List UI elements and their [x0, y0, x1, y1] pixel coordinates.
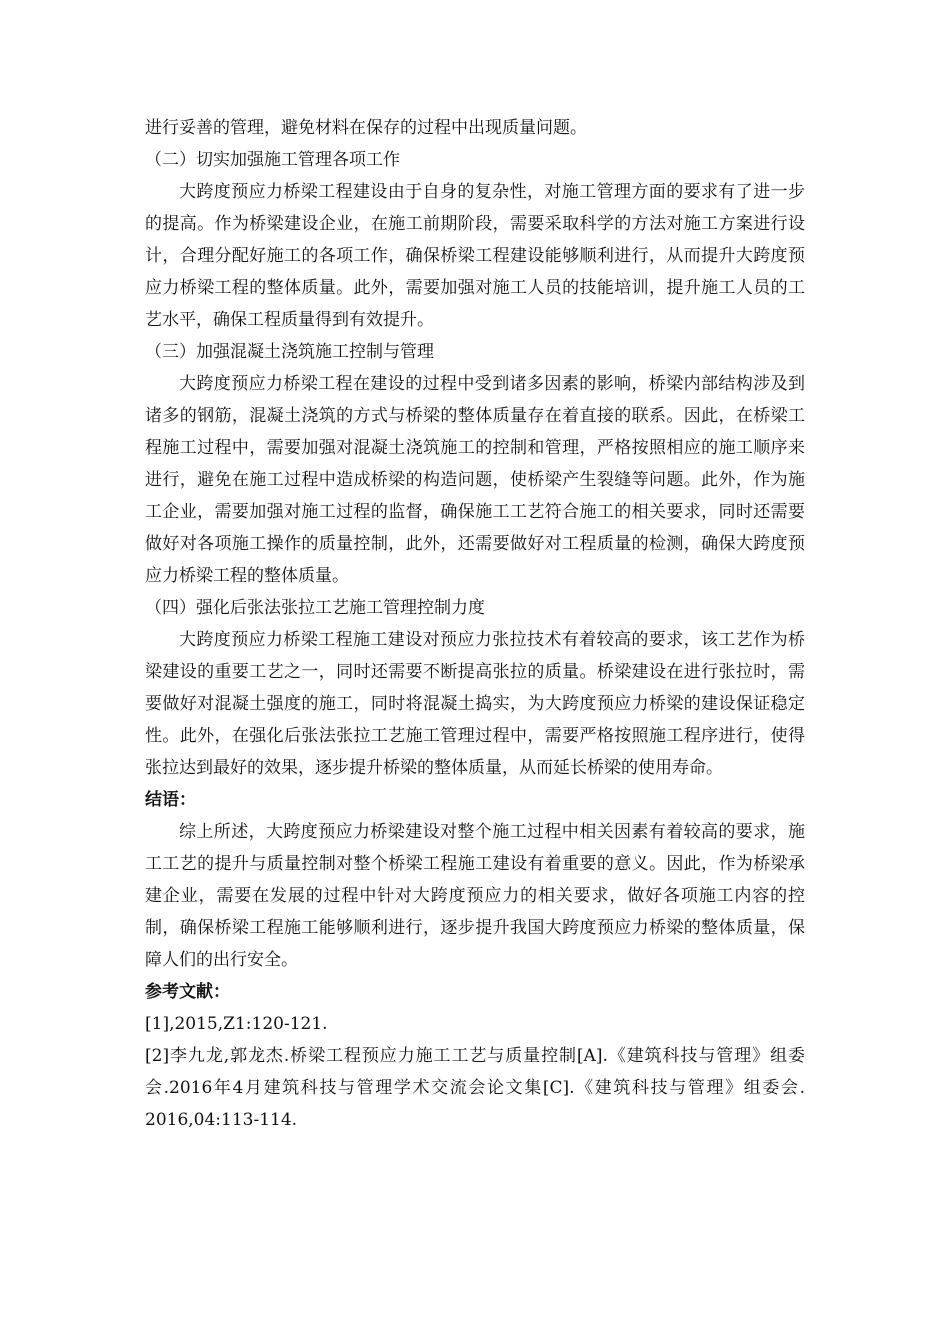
document-body [145, 112, 805, 1136]
section-heading-3: （三）加强混凝土浇筑施工控制与管理 [145, 342, 434, 362]
paragraph-continuation: 进行妥善的管理，避免材料在保存的过程中出现质量问题。 [145, 118, 587, 138]
paragraph-construction-management: 大跨度预应力桥梁工程建设由于自身的复杂性，对施工管理方面的要求有了进一步的提高。作为桥梁建设企业，在施工前期阶段，需要采取科学的方法对施工方案进行设计，合理分配好施工的各项工作，确保桥梁工程建设能够顺利进行，从而提升大跨度预应力桥梁工程的整体质量。此外，需要加强对施工人员的技能培训，提升施工人员的工艺水平，确保工程质量得到有效提升。 [145, 182, 805, 330]
paragraph-concrete-pouring: 大跨度预应力桥梁工程在建设的过程中受到诸多因素的影响，桥梁内部结构涉及到诸多的钢筋，混凝土浇筑的方式与桥梁的整体质量存在着直接的联系。因此，在桥梁工程施工过程中，需要加强对混凝土浇筑施工的控制和管理，严格按照相应的施工顺序来进行，避免在施工过程中造成桥梁的构造问题，使桥梁产生裂缝等问题。此外，作为施工企业，需要加强对施工过程的监督，确保施工工艺符合施工的相关要求，同时还需要做好对各项施工操作的质量控制，此外，还需要做好对工程质量的检测，确保大跨度预应力桥梁工程的整体质量。 [145, 374, 805, 586]
section-heading-4: （四）强化后张法张拉工艺施工管理控制力度 [145, 598, 485, 618]
references-heading: 参考文献： [145, 982, 230, 1002]
section-heading-2: （二）切实加强施工管理各项工作 [145, 150, 400, 170]
paragraph-conclusion: 综上所述，大跨度预应力桥梁建设对整个施工过程中相关因素有着较高的要求，施工工艺的提升与质量控制对整个桥梁工程施工建设有着重要的意义。因此，作为桥梁承建企业，需要在发展的过程中针对大跨度预应力的相关要求，做好各项施工内容的控制，确保桥梁工程施工能够顺利进行，逐步提升我国大跨度预应力桥梁的整体质量，保障人们的出行安全。 [145, 822, 805, 970]
paragraph-post-tensioning: 大跨度预应力桥梁工程施工建设对预应力张拉技术有着较高的要求，该工艺作为桥梁建设的重要工艺之一，同时还需要不断提高张拉的质量。桥梁建设在进行张拉时，需要做好对混凝土强度的施工，同时将混凝土捣实，为大跨度预应力桥梁的建设保证稳定性。此外，在强化后张法张拉工艺施工管理过程中，需要严格按照施工程序进行，使得张拉达到最好的效果，逐步提升桥梁的整体质量，从而延长桥梁的使用寿命。 [145, 630, 805, 778]
conclusion-heading: 结语： [145, 790, 196, 810]
reference-item-2: [2]李九龙,郭龙杰.桥梁工程预应力施工工艺与质量控制[A].《建筑科技与管理》组委会.2016年4月建筑科技与管理学术交流会论文集[C].《建筑科技与管理》组委会. 2016,04:113-114. [145, 1046, 805, 1130]
reference-item-1: [1],2015,Z1:120-121. [145, 1014, 328, 1034]
